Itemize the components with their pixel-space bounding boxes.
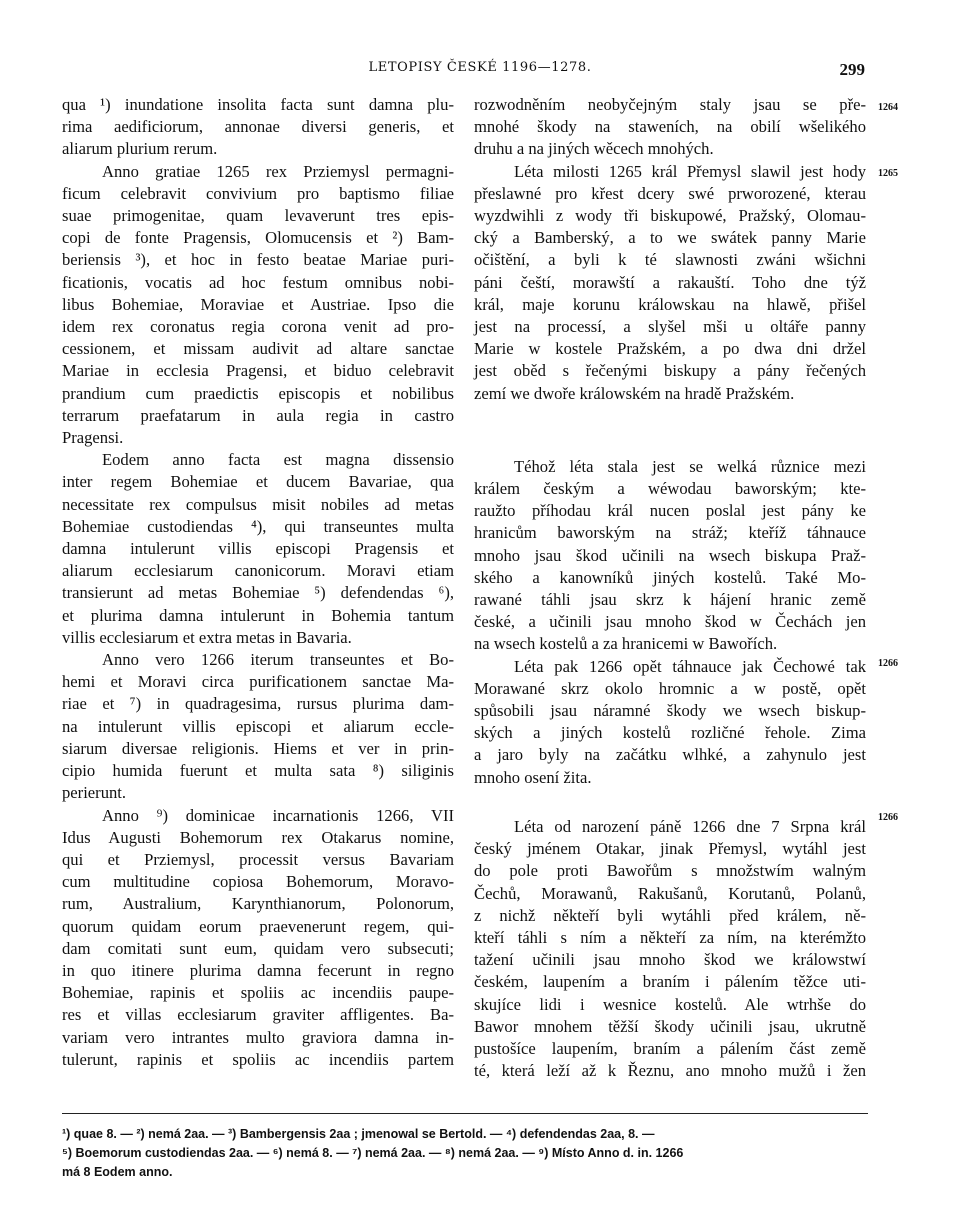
text-line: kteří táhli s ním a někteří za ním, na kterémžto	[474, 927, 866, 947]
czech-paragraph-1	[474, 94, 866, 161]
margin-year: 1266	[878, 658, 898, 669]
text-line: z nichž někteří byli wytáhli před králem, ně-	[474, 905, 866, 925]
text-line: et plurima damna intulerunt in Bohemia tantum	[62, 605, 454, 625]
text-line: mnohé škody na staweních, na obilí wšelikého	[474, 117, 866, 137]
text-line: beriensis ³), et hoc in festo beatae Mariae puri-	[62, 250, 454, 270]
text-line: české, a učinili jsau mnoho škod w Čechách jen	[474, 612, 866, 632]
text-line: Morawané skrz okolo hromnic a w postě, opět	[474, 678, 866, 698]
text-line: té, která leží až k Řeznu, ano mnoho mužů i žen	[474, 1061, 866, 1081]
latin-paragraph-3	[62, 449, 454, 649]
text-line: Mariae in ecclesia Pragensi, et biduo celebravit	[62, 361, 454, 381]
text-line: Marie w kostele Pražském, a po dwa dni držel	[474, 339, 866, 359]
czech-paragraph-3	[474, 456, 866, 656]
text-line: mnoho jsau škod učinili na wsech biskupa Praž-	[474, 545, 866, 565]
text-line: Bohemiae, rapinis et spoliis ac incendiis paupe-	[62, 983, 454, 1003]
text-line: Léta od narození páně 1266 dne 7 Srpna král	[514, 816, 866, 836]
margin-year: 1264	[878, 102, 898, 113]
running-title: LETOPISY ČESKÉ 1196—1278.	[368, 60, 592, 75]
text-line: riae et ⁷) in quadragesima, rursus plurima dam-	[62, 694, 454, 714]
text-line: suae primogenitae, quam levaverunt tres epis-	[62, 206, 454, 226]
text-line: tulerunt, rapinis et spoliis ac incendiis partem	[62, 1049, 454, 1069]
text-line: Pragensi.	[62, 428, 124, 448]
text-line: inter regem Bohemiae et ducem Bavariae, qua	[62, 472, 454, 492]
footnote-divider	[62, 1113, 868, 1114]
czech-paragraph-5	[474, 816, 866, 1082]
text-line: ských a jiných kostelů rozličné řehole. Zima	[474, 723, 866, 743]
text-line: copi de fonte Pragensis, Olomucensis et ²) Bam-	[62, 228, 454, 248]
page-number: 299	[839, 60, 865, 79]
text-line: cipio humida fuerunt et multa sata ⁸) siliginis	[62, 761, 454, 781]
text-line: druhu a na jiných wěcech mnohých.	[474, 139, 714, 159]
text-line: aliarum plurium rerum.	[62, 139, 218, 159]
text-line: králem českým a wéwodau baworským; kte-	[474, 479, 866, 499]
text-line: českém, laupením a braním i pálením těžce uti-	[474, 972, 866, 992]
text-line: Bohemiae custodiendas ⁴), qui transeuntes multa	[62, 516, 454, 536]
text-line: král, maje korunu králowskau na hlawě, přišel	[474, 294, 866, 314]
text-line: necessitate rex compulsus misit nobiles ad metas	[62, 494, 454, 514]
text-line: ficationis, vocatis ad hoc festum omnibus nobi-	[62, 272, 454, 292]
text-line: ského a kanowníků jiných kostelů. Také Mo-	[474, 567, 866, 587]
text-line: rozwodněním neobyčejným staly jsau se pře-	[474, 95, 866, 114]
text-line: skujíce lidi i wesnice kostelů. Ale wtrhše do	[474, 994, 866, 1014]
text-line: a jaro byly na začátku wlhké, a zahynulo jest	[474, 745, 866, 765]
text-line: quorum quidam eorum praevenerunt regem, qui-	[62, 916, 454, 936]
paragraph-gap	[474, 789, 866, 816]
text-line: cký a Bamberský, a to we swátek panny Marie	[474, 228, 866, 248]
text-line: cum multitudine copiosa Bohemorum, Moravo-	[62, 872, 454, 892]
text-line: damna intulerunt villis episcopi Pragensis et	[62, 539, 454, 559]
text-line: hemi et Moravi circa purificationem sanctae Ma-	[62, 672, 454, 692]
text-line: aliarum ecclesiarum canonicorum. Moravi etiam	[62, 561, 454, 581]
czech-paragraph-4	[474, 656, 866, 789]
latin-paragraph-4	[62, 649, 454, 804]
latin-paragraph-5	[62, 805, 454, 1071]
text-line: mnoho osení žita.	[474, 767, 592, 787]
footnote-line: ⁵) Boemorum custodiendas 2aa. — ⁶) nemá 8. — ⁷) nemá 2aa. — ⁸) nemá 2aa. — ⁹) Místo Anno d. in. 1266	[62, 1146, 684, 1160]
text-line: qui et Prziemysl, processit versus Bavariam	[62, 849, 454, 869]
text-line: přeslawné pro křest dcery swé prworozené, kterau	[474, 183, 866, 203]
text-line: rawané táhli jsau skrz k hájení hranic země	[474, 590, 866, 610]
text-line: Eodem anno facta est magna dissensio	[102, 450, 454, 470]
text-line: libus Bohemiae, Moraviae et Austriae. Ipso die	[62, 294, 454, 314]
text-line: cessionem, et missam audivit ad altare sanctae	[62, 339, 454, 359]
text-line: jest na processí, a slyšel mši u oltáře panny	[474, 317, 866, 337]
margin-year: 1266	[878, 812, 898, 823]
text-line: wyzdwihli z wody tři biskupowé, Pražský, Olomau-	[474, 206, 866, 226]
text-line: transierunt ad metas Bohemiae ⁵) defendendas ⁶),	[62, 583, 454, 603]
text-line: variam vero intrantes multo graviora damna in-	[62, 1027, 454, 1047]
latin-paragraph-1	[62, 94, 454, 161]
text-line: na wsech kostelů a za hranicemi w Bawořích.	[474, 634, 778, 654]
text-line: český jménem Otakar, jinak Přemysl, wytáhl jest	[474, 839, 866, 859]
text-line: zemí we dwoře králowském na hradě Pražském.	[474, 383, 795, 403]
czech-paragraph-2	[474, 161, 866, 405]
text-line: pustošíce laupením, braním a pálením část země	[474, 1038, 866, 1058]
margin-year: 1265	[878, 168, 898, 179]
text-line: rum, Australium, Karynthianorum, Polonorum,	[62, 894, 454, 914]
text-line: perierunt.	[62, 783, 127, 803]
paragraph-gap	[474, 405, 866, 456]
text-line: hranicům baworským na stráž; kteříž táhnauce	[474, 523, 866, 543]
text-line: Anno gratiae 1265 rex Prziemysl permagni-	[102, 161, 454, 181]
text-line: tažení učinili jsau mnoho škod we králowstwí	[474, 950, 866, 970]
text-line: ficum celebravit convivium pro baptismo filiae	[62, 183, 454, 203]
text-line: res et villas ecclesiarum graviter affligentes. Ba-	[62, 1005, 454, 1025]
text-line: Léta milosti 1265 král Přemysl slawil jest hody	[514, 161, 866, 181]
text-line: Téhož léta stala jest se welká různice mezi	[514, 456, 866, 476]
text-line: jest oběd s řečenými biskupy a pány řečených	[474, 361, 866, 381]
text-line: Čechů, Morawanů, Rakušanů, Korutanů, Polanů,	[474, 883, 866, 903]
text-line: spůsobili jsau náramné škody we wsech biskup-	[474, 701, 866, 721]
footnote-line: ¹) quae 8. — ²) nemá 2aa. — ³) Bambergensis 2aa ; jmenowal se Bertold. — ⁴) defendendas 2aa, 8. —	[62, 1127, 655, 1141]
text-line: do pole proti Bawořům s množstwím walným	[474, 861, 866, 881]
text-line: Idus Augusti Bohemorum rex Otakarus nomine,	[62, 827, 454, 847]
czech-column	[474, 94, 866, 1082]
text-line: qua ¹) inundatione insolita facta sunt damna plu-	[62, 95, 454, 114]
text-line: idem rex coronatus regia corona venit ad pro-	[62, 317, 454, 337]
latin-column	[62, 94, 454, 1071]
text-line: in quo itinere plurima damna fecerunt in regno	[62, 960, 454, 980]
text-line: prandium cum praedictis episcopis et nobilibus	[62, 383, 454, 403]
text-line: villis ecclesiarum et extra metas in Bavaria.	[62, 627, 352, 647]
text-line: na intulerunt villis episcopi et aliarum eccle-	[62, 716, 454, 736]
text-line: siarum diversae religionis. Hiems et ver in prin-	[62, 738, 454, 758]
text-line: raužto příhodau král nucen poslal jest pány ke	[474, 501, 866, 521]
footnotes	[62, 1125, 868, 1182]
text-line: páni čeští, morawští a rakauští. Toho dne týž	[474, 272, 866, 292]
text-line: Anno ⁹) dominicae incarnationis 1266, VII	[102, 805, 454, 825]
text-line: Léta pak 1266 opět táhnauce jak Čechowé tak	[514, 656, 866, 676]
text-line: Bawor mnohem těžší škody učinili jsau, ukrutně	[474, 1016, 866, 1036]
text-line: dam comitati sunt eum, quidam vero subsecuti;	[62, 938, 454, 958]
footnote-line: má 8 Eodem anno.	[62, 1165, 173, 1179]
text-line: očištění, a byli k té slawnosti zwáni wšichni	[474, 250, 866, 270]
text-line: rima aedificiorum, annonae diversi generis, et	[62, 117, 454, 137]
text-line: Anno vero 1266 iterum transeuntes et Bo-	[102, 650, 454, 670]
latin-paragraph-2	[62, 161, 454, 450]
text-line: terrarum praefatarum in aula regia in castro	[62, 405, 454, 425]
